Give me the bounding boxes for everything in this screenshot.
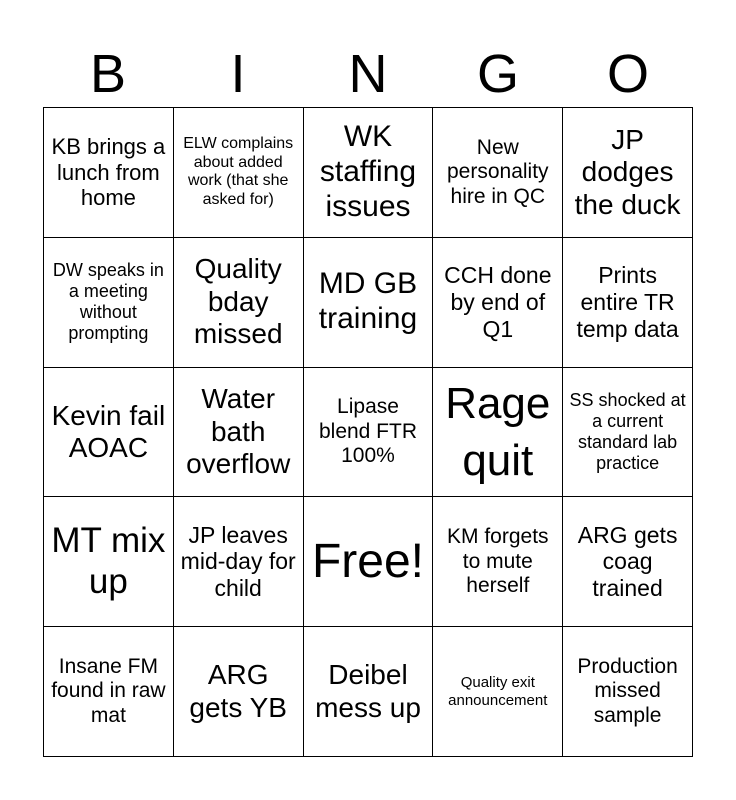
bingo-cell-r5-c2[interactable] (174, 627, 304, 757)
bingo-cell-r5-c1[interactable] (44, 627, 174, 757)
bingo-cell-r3-c4[interactable] (433, 368, 563, 498)
cell-text: New personality hire in QC (447, 135, 549, 208)
bingo-cell-r2-c1[interactable] (44, 238, 174, 368)
cell-text: KB brings a lunch from home (51, 134, 166, 211)
bingo-cell-r1-c5[interactable] (563, 108, 693, 238)
bingo-cell-r2-c5[interactable] (563, 238, 693, 368)
header-letter-n: N (348, 44, 388, 104)
bingo-cell-r3-c3[interactable] (304, 368, 434, 498)
header-letter-b: B (89, 44, 127, 104)
bingo-cell-r2-c2[interactable] (174, 238, 304, 368)
cell-text: MD GB training (318, 267, 418, 336)
cell-text: WK staffing issues (319, 120, 417, 223)
bingo-cell-r4-c5[interactable] (563, 497, 693, 627)
bingo-cell-r4-c3[interactable] (304, 497, 434, 627)
cell-text: CCH done by end of Q1 (444, 262, 552, 342)
cell-text: Deibel mess up (315, 659, 421, 723)
bingo-cell-r5-c3[interactable] (304, 627, 434, 757)
cell-text: ARG gets YB (189, 659, 287, 723)
cell-text: Quality bday missed (193, 253, 283, 350)
cell-text: Lipase blend FTR 100% (318, 395, 418, 468)
bingo-cell-r4-c1[interactable] (44, 497, 174, 627)
free-space-text: Free! (311, 534, 424, 588)
cell-text: Rage quit (445, 378, 551, 485)
bingo-board (43, 107, 693, 757)
header-letter-i: I (230, 44, 246, 104)
bingo-cell-r3-c2[interactable] (174, 368, 304, 498)
cell-text: Kevin fail AOAC (51, 399, 166, 463)
bingo-cell-r2-c4[interactable] (433, 238, 563, 368)
cell-text: ELW complains about added work (that she asked for) (183, 135, 294, 208)
bingo-cell-r5-c4[interactable] (433, 627, 563, 757)
bingo-cell-r3-c1[interactable] (44, 368, 174, 498)
cell-text: Quality exit announcement (448, 674, 548, 709)
cell-text: Production missed sample (577, 655, 678, 727)
cell-text: MT mix up (51, 521, 166, 601)
cell-text: KM forgets to mute herself (447, 525, 549, 597)
cell-text: Prints entire TR temp data (576, 262, 679, 342)
cell-text: Water bath overflow (186, 383, 291, 480)
bingo-cell-r1-c1[interactable] (44, 108, 174, 238)
cell-text: Insane FM found in raw mat (51, 655, 166, 727)
cell-text: JP leaves mid-day for child (180, 521, 296, 602)
header-letter-g: G (476, 44, 519, 104)
bingo-cell-r4-c2[interactable] (174, 497, 304, 627)
bingo-cell-r1-c2[interactable] (174, 108, 304, 238)
cell-text: JP dodges the duck (574, 123, 681, 220)
bingo-cell-r1-c3[interactable] (304, 108, 434, 238)
cell-text: ARG gets coag trained (577, 521, 678, 602)
bingo-cell-r4-c4[interactable] (433, 497, 563, 627)
header-letter-o: O (606, 44, 649, 104)
cell-text: DW speaks in a meeting without prompting (52, 260, 164, 344)
bingo-header (43, 40, 693, 108)
bingo-cell-r5-c5[interactable] (563, 627, 693, 757)
bingo-cell-r3-c5[interactable] (563, 368, 693, 498)
bingo-cell-r1-c4[interactable] (433, 108, 563, 238)
cell-text: SS shocked at a current standard lab practice (569, 390, 686, 473)
bingo-cell-r2-c3[interactable] (304, 238, 434, 368)
